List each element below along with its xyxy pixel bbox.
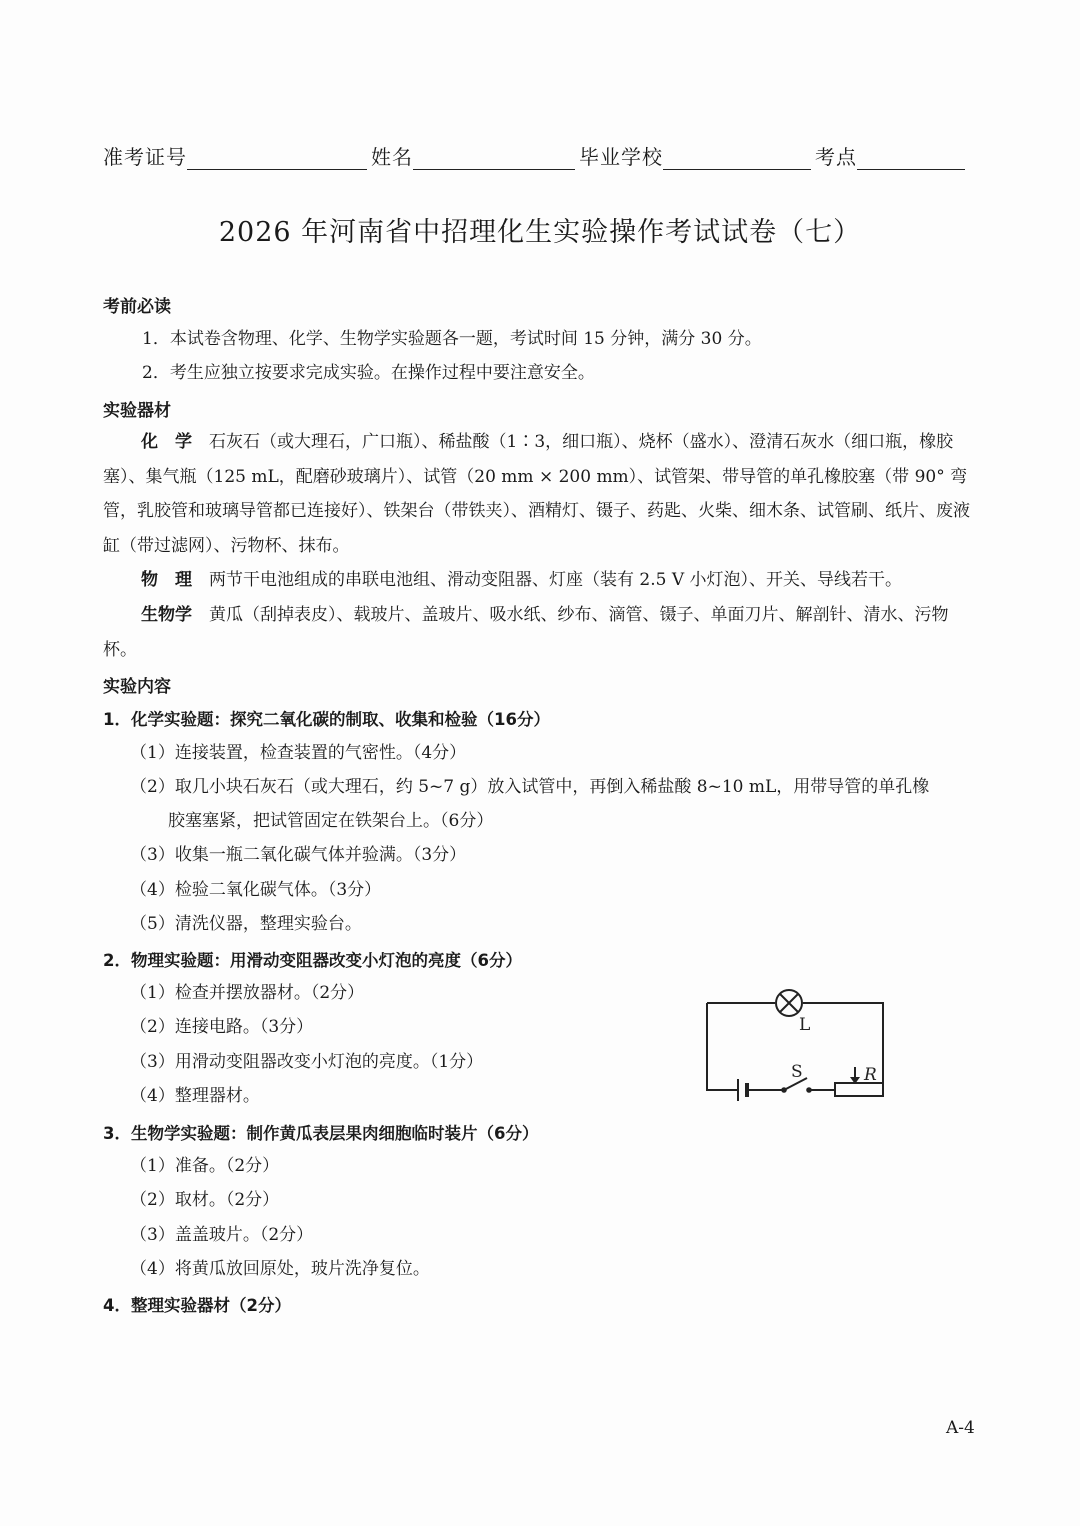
q1-step-4: （4）检验二氧化碳气体。（3分）	[130, 880, 382, 900]
exam-number-blank	[187, 147, 367, 170]
site-blank	[857, 147, 965, 170]
rheostat-label: R	[864, 1065, 877, 1085]
name-blank	[413, 147, 575, 170]
q3-step-1: （1）准备。（2分）	[130, 1156, 280, 1176]
q1-step-1: （1）连接装置，检查装置的气密性。（4分）	[130, 743, 467, 763]
chemistry-text: 石灰石（或大理石，广口瓶）、稀盐酸（1∶3，细口瓶）、烧杯（盛水）、澄清石灰水（细口瓶，橡胶塞）、集气瓶（125 mL，配磨砂玻璃片）、试管（20 mm × 200 mm）、试管架、带导管的单孔橡胶塞（带 90° 弯管，乳胶管和玻璃导管都已连接好）、铁架台（带铁夹）、酒精灯、镊子、药匙、火柴、细木条、试管刷、纸片、废液缸（带过滤网）、污物杯、抹布。	[103, 432, 970, 556]
circuit-diagram	[695, 975, 895, 1110]
q1-step-2: （2）取几小块石灰石（或大理石，约 5~7 g）放入试管中，再倒入稀盐酸 8~10 mL，用带导管的单孔橡	[130, 777, 930, 797]
q1-step-5: （5）清洗仪器，整理实验台。	[130, 914, 362, 934]
physics-text: 两节干电池组成的串联电池组、滑动变阻器、灯座（装有 2.5 V 小灯泡）、开关、导线若干。	[209, 570, 903, 590]
notice-item-2: 2．考生应独立按要求完成实验。在操作过程中要注意安全。	[142, 363, 595, 383]
q3-step-4: （4）将黄瓜放回原处，玻片洗净复位。	[130, 1259, 430, 1279]
lamp-label: L	[799, 1015, 811, 1035]
page-number: A-4	[946, 1418, 975, 1438]
equipment-biology	[103, 598, 979, 667]
biology-label: 生物学	[141, 605, 192, 625]
q1-title: 1．化学实验题：探究二氧化碳的制取、收集和检验（16分）	[103, 710, 550, 729]
notice-item-1: 1．本试卷含物理、化学、生物学实验题各一题，考试时间 15 分钟，满分 30 分。	[142, 329, 762, 349]
school-blank	[663, 147, 811, 170]
content-heading: 实验内容	[103, 677, 171, 697]
wire-left	[707, 1003, 738, 1090]
site-label: 考点	[815, 145, 857, 169]
q1-step-2-cont: 胶塞塞紧，把试管固定在铁架台上。（6分）	[168, 811, 494, 831]
exam-number-label: 准考证号	[103, 145, 187, 169]
equipment-heading: 实验器材	[103, 401, 171, 421]
q3-step-2: （2）取材。（2分）	[130, 1190, 280, 1210]
chemistry-label: 化 学	[141, 432, 192, 452]
page-title: 2026 年河南省中招理化生实验操作考试试卷（七）	[218, 217, 862, 248]
q2-step-3: （3）用滑动变阻器改变小灯泡的亮度。（1分）	[130, 1052, 484, 1072]
physics-label: 物 理	[141, 570, 192, 590]
battery-icon	[738, 1079, 747, 1101]
notice-heading: 考前必读	[103, 297, 171, 317]
equipment-chemistry	[103, 425, 979, 563]
q1-step-3: （3）收集一瓶二氧化碳气体并验满。（3分）	[130, 845, 467, 865]
q3-title: 3．生物学实验题：制作黄瓜表层果肉细胞临时装片（6分）	[103, 1124, 539, 1143]
lamp-icon	[776, 990, 802, 1016]
equipment-physics	[103, 563, 979, 598]
name-label: 姓名	[371, 145, 413, 169]
switch-label: S	[791, 1062, 803, 1082]
q2-title: 2．物理实验题：用滑动变阻器改变小灯泡的亮度（6分）	[103, 951, 522, 970]
q2-step-4: （4）整理器材。	[130, 1086, 260, 1106]
q2-step-1: （1）检查并摆放器材。（2分）	[130, 983, 365, 1003]
q3-step-3: （3）盖盖玻片。（2分）	[130, 1225, 314, 1245]
biology-text: 黄瓜（刮掉表皮）、载玻片、盖玻片、吸水纸、纱布、滴管、镊子、单面刀片、解剖针、清水、污物杯。	[103, 605, 949, 660]
candidate-info-header	[103, 140, 978, 170]
q4-title: 4．整理实验器材（2分）	[103, 1296, 291, 1315]
q2-step-2: （2）连接电路。（3分）	[130, 1017, 314, 1037]
school-label: 毕业学校	[579, 145, 663, 169]
